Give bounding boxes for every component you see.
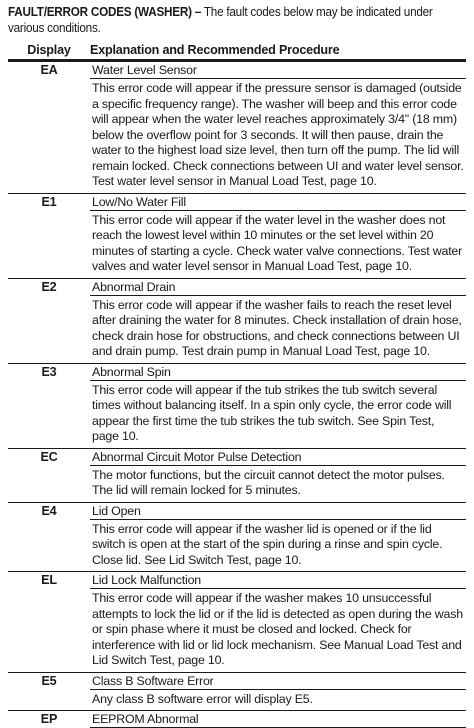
- table-body: [8, 61, 466, 728]
- error-description: The motor functions, but the circuit cannot detect the motor pulses. The lid will remain locked for 5 minutes.: [92, 467, 445, 497]
- error-code: EL: [8, 572, 90, 673]
- fault-codes-table: [8, 42, 466, 728]
- error-code: EC: [8, 448, 90, 502]
- error-row-header: [8, 193, 466, 210]
- error-code: E3: [8, 363, 90, 448]
- table-header-row: [8, 42, 466, 61]
- error-code: E4: [8, 502, 90, 572]
- error-name: Lid Lock Malfunction: [90, 572, 466, 589]
- error-name: Abnormal Circuit Motor Pulse Detection: [90, 448, 466, 465]
- error-code: E5: [8, 672, 90, 711]
- error-name: Class B Software Error: [90, 672, 466, 689]
- error-row-header: [8, 572, 466, 589]
- error-row-header: [8, 711, 466, 728]
- error-row-header: [8, 672, 466, 689]
- error-code: E1: [8, 193, 90, 278]
- display-column-header: Display: [8, 42, 90, 61]
- error-row-header: [8, 278, 466, 295]
- error-description: This error code will appear if the water level in the washer does not reach the lowest level within 10 minutes or the set level within 20 minutes of starting a cycle. Check water valve connections. Test water valves and water level sensor in Manual Load Test, page 10.: [92, 212, 463, 273]
- error-description: Any class B software error will display E5.: [92, 691, 313, 706]
- error-row-header: [8, 363, 466, 380]
- error-description: This error code will appear if the washer fails to reach the reset level after draining the water for 8 minutes. Check installation of drain hose, check drain hose for obstructions, and check connections between UI and drain pump. Test drain pump in Manual Load Test, page 10.: [92, 297, 462, 358]
- error-row-header: [8, 448, 466, 465]
- error-name: Low/No Water Fill: [90, 193, 466, 210]
- intro-paragraph: [8, 0, 464, 36]
- intro-text: The fault codes below may be indicated under various conditions.: [8, 5, 433, 35]
- error-name: Abnormal Drain: [90, 278, 466, 295]
- error-description: This error code will appear if the tub strikes the tub switch several times without balancing itself. In a spin only cycle, the error code will appear the first time the tub strikes the tub switch. See Spin Test, page 10.: [92, 382, 452, 443]
- error-code: EP: [8, 711, 90, 728]
- section-title: FAULT/ERROR CODES (WASHER) –: [8, 5, 202, 19]
- error-row-header: [8, 502, 466, 519]
- error-description: This error code will appear if the pressure sensor is damaged (outside a specific frequency range). The washer will beep and this error code will appear when the water level reaches approximately 3/4" (18 mm) below the overflow point for 3 seconds. It will then pause, drain the water to the highest load size level, then turn off the pump. The lid will remain locked. Check connections between UI and water level sensor. Test water level sensor in Manual Load Test, page 10.: [92, 81, 464, 188]
- error-code: EA: [8, 61, 90, 194]
- error-name: Abnormal Spin: [90, 363, 466, 380]
- error-name: Lid Open: [90, 502, 466, 519]
- error-code: E2: [8, 278, 90, 363]
- error-description: This error code will appear if the washer lid is opened or if the lid switch is open at the start of the spin during a rinse and spin cycle. Close lid. See Lid Switch Test, page 10.: [92, 521, 443, 567]
- error-name: Water Level Sensor: [90, 61, 466, 79]
- error-name: EEPROM Abnormal: [90, 711, 466, 728]
- error-row-header: [8, 61, 466, 79]
- error-description: This error code will appear if the washer makes 10 unsuccessful attempts to lock the lid or if the lid is detected as open during the wash or spin phase where it must be closed and locked. Check for interference with lid or lid lock mechanism. See Manual Load Test and Lid Switch Test, page 10.: [92, 591, 463, 667]
- explanation-column-header: Explanation and Recommended Procedure: [90, 42, 466, 61]
